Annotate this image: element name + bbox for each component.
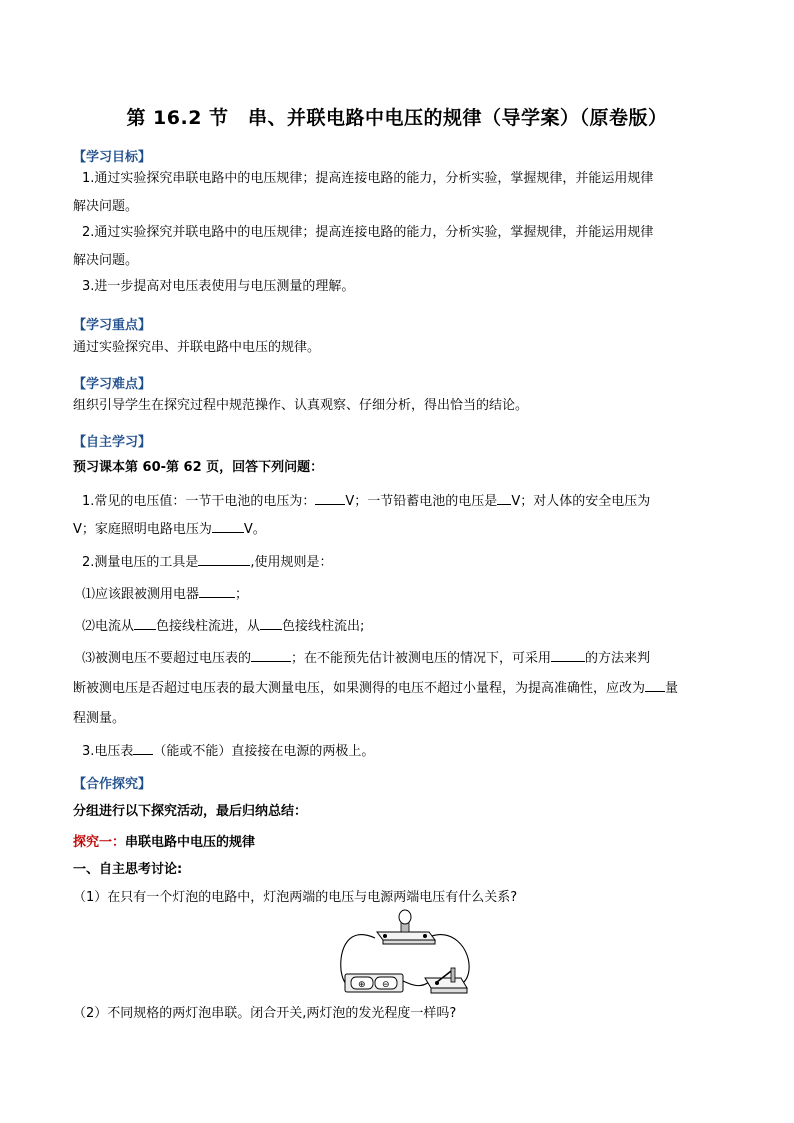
q2-3b-text-1: 断被测电压是否超过电压表的最大测量电压，如果测得的电压不超过小量程，为提高准确性，应改为 — [73, 681, 646, 696]
question-3-line — [82, 737, 742, 766]
q2-text-2: ,使用规则是： — [250, 555, 333, 570]
q1-text-4: V；家庭照明电路电压为 — [73, 522, 212, 537]
self-study-heading: 【自主学习】 — [73, 435, 152, 450]
difficulty-text: 组织引导学生在探究过程中规范操作、认真观察、仔细分析，得出恰当的结论。 — [73, 398, 529, 413]
battery-pack — [345, 974, 403, 992]
q1-blank-1[interactable] — [315, 492, 345, 505]
q2-3-text-2: ；在不能预先估计被测电压的情况下，可采用 — [291, 651, 552, 666]
q1-text-3: V；对人体的安全电压为 — [511, 494, 651, 509]
question-1-line-2 — [73, 515, 733, 544]
q2-3-text-3: 的方法来判 — [585, 651, 651, 666]
q2-2-text-3: 色接线柱流出; — [282, 619, 365, 634]
difficulty-heading: 【学习难点】 — [73, 377, 152, 392]
explore-one-title — [73, 828, 733, 857]
cooperation-intro: 分组进行以下探究活动，最后归纳总结： — [73, 804, 308, 819]
bulb-board — [377, 910, 435, 944]
q2-3b-text-2: 量 — [665, 681, 679, 696]
q2-1-blank[interactable] — [199, 585, 235, 598]
switch-board — [425, 968, 467, 993]
q1-text-2: V；一节铅蓄电池的电压是 — [345, 494, 498, 509]
question-2-3-line-3: 程测量。 — [73, 711, 126, 726]
battery-minus-icon: ⊖ — [382, 980, 390, 990]
self-study-intro: 预习课本第 60-第 62 页，回答下列问题： — [73, 460, 324, 475]
battery-plus-icon: ⊕ — [358, 980, 366, 990]
circuit-figure — [331, 908, 473, 1000]
question-single-bulb: （1）在只有一个灯泡的电路中，灯泡两端的电压与电源两端电压有什么关系? — [73, 890, 518, 905]
explore-label: 探究一： — [73, 835, 126, 850]
q3-text-2: （能或不能）直接接在电源的两极上。 — [153, 744, 375, 759]
q2-2-blank-1[interactable] — [134, 617, 156, 630]
q3-blank[interactable] — [133, 742, 153, 755]
question-2-2-line — [82, 612, 742, 641]
q2-text-1: 2.测量电压的工具是 — [82, 555, 199, 570]
goal-line-3: 2.通过实验探究并联电路中的电压规律；提高连接电路的能力，分析实验，掌握规律，并能运用规律 — [82, 225, 654, 240]
q2-blank[interactable] — [198, 553, 250, 566]
q2-3-blank-1[interactable] — [251, 649, 291, 662]
q2-3b-blank[interactable] — [645, 679, 665, 692]
q2-1-text-2: ； — [235, 587, 249, 602]
question-2-3-line-1 — [82, 644, 742, 673]
q2-2-text-1: ⑵电流从 — [82, 619, 135, 634]
question-2-1-line — [82, 580, 742, 609]
bulb-icon — [399, 910, 411, 924]
cooperation-heading: 【合作探究】 — [73, 777, 152, 792]
question-2-3-line-2 — [73, 674, 733, 703]
wire-middle — [401, 980, 429, 986]
goal-line-4: 解决问题。 — [73, 253, 139, 268]
q2-2-blank-2[interactable] — [260, 617, 282, 630]
q1-text-1: 1.常见的电压值：一节干电池的电压为： — [82, 494, 316, 509]
q1-text-5: V。 — [243, 522, 266, 537]
q3-text-1: 3.电压表 — [82, 744, 134, 759]
goal-line-5: 3.进一步提高对电压表使用与电压测量的理解。 — [82, 279, 355, 294]
goals-heading: 【学习目标】 — [73, 150, 152, 165]
question-1-line-1 — [82, 487, 742, 516]
q2-3-text-1: ⑶被测电压不要超过电压表的 — [82, 651, 252, 666]
focus-heading: 【学习重点】 — [73, 318, 152, 333]
goal-line-1: 1.通过实验探究串联电路中的电压规律；提高连接电路的能力，分析实验，掌握规律，并能运用规律 — [82, 171, 654, 186]
q1-blank-2[interactable] — [497, 492, 511, 505]
explore-title: 串联电路中电压的规律 — [125, 835, 256, 850]
q2-3-blank-2[interactable] — [551, 649, 585, 662]
goal-line-2: 解决问题。 — [73, 199, 139, 214]
question-2-line — [82, 548, 742, 577]
focus-text: 通过实验探究串、并联电路中电压的规律。 — [73, 340, 321, 355]
question-two-bulbs: （2）不同规格的两灯泡串联。闭合开关,两灯泡的发光程度一样吗? — [73, 1006, 457, 1021]
sub-heading: 一、自主思考讨论: — [73, 862, 183, 877]
q2-2-text-2: 色接线柱流进，从 — [156, 619, 261, 634]
q1-blank-3[interactable] — [212, 520, 244, 533]
page-title: 第 16.2 节 串、并联电路中电压的规律（导学案）（原卷版） — [126, 107, 668, 129]
q2-1-text-1: ⑴应该跟被测用电器 — [82, 587, 200, 602]
